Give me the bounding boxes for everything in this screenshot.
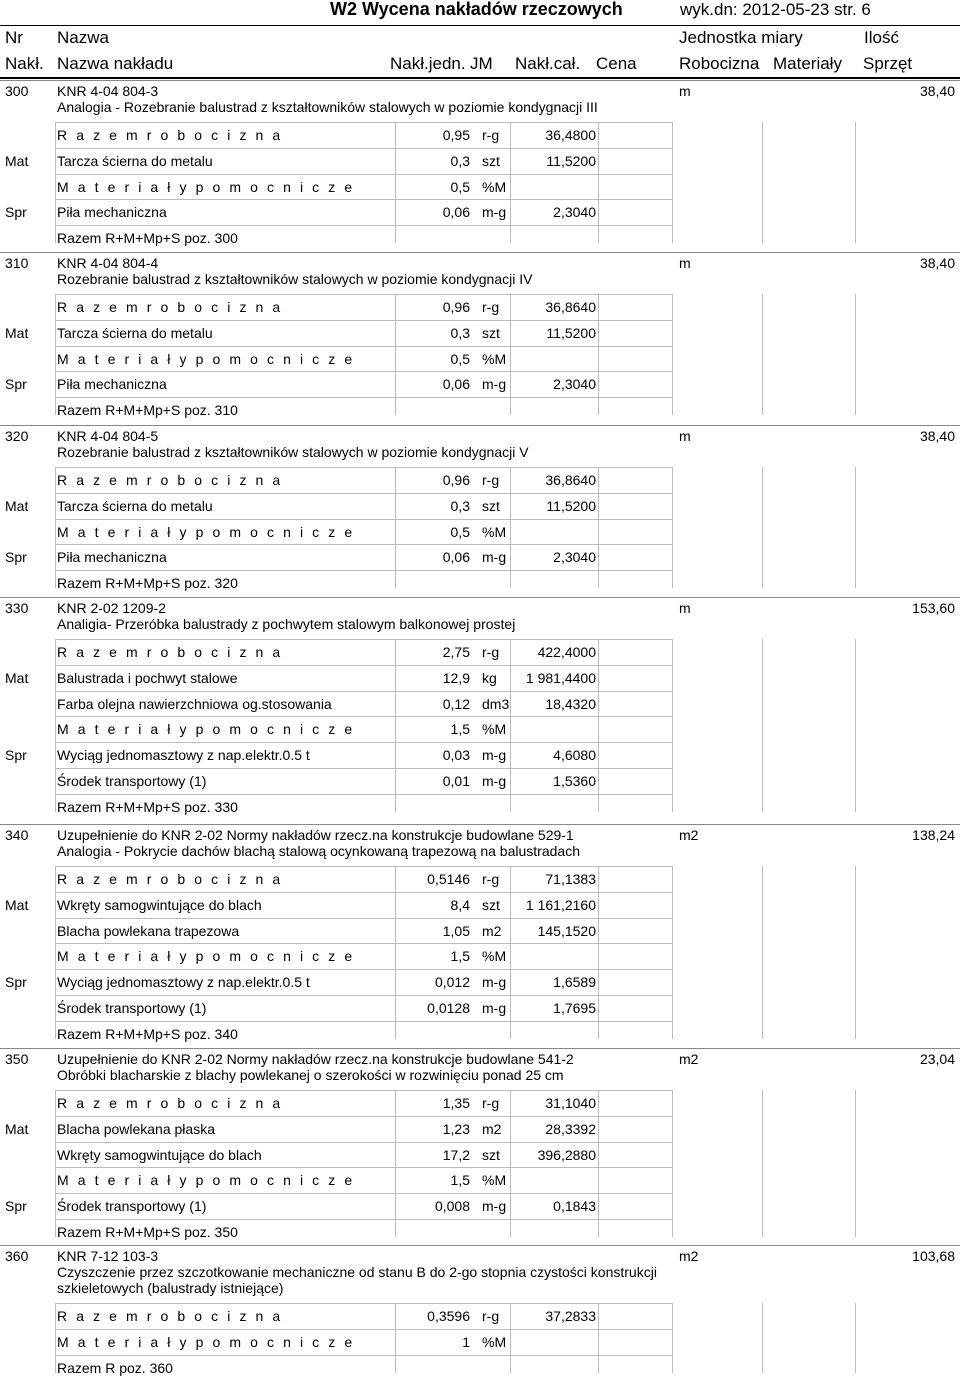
resource-jm: szt: [482, 497, 500, 514]
resource-norm: 1,23: [442, 1120, 470, 1137]
grid-line: [55, 943, 672, 944]
grid-line: [55, 691, 672, 692]
position-description: Czyszczenie przez szczotkowanie mechaniczne od stanu B do 2-go stopnia czystości konstrukcji: [57, 1264, 657, 1280]
grid-line: [55, 148, 672, 149]
resource-total: 145,1520: [537, 922, 596, 939]
grid-line: [55, 320, 672, 321]
position-number: 340: [5, 827, 29, 843]
col-robocizna: Robocizna: [679, 54, 760, 73]
position-number: 360: [5, 1248, 29, 1264]
resource-norm: 0,5: [450, 350, 470, 367]
col-nazwa-nakladu: Nazwa nakładu: [57, 54, 174, 73]
grid-line: [598, 639, 599, 812]
position-unit: m: [679, 600, 691, 616]
grid-line: [55, 1193, 672, 1194]
grid-line: [55, 918, 672, 919]
position-description: Obróbki blacharskie z blachy powlekanej o szerokości w rozwinięciu ponad 25 cm: [57, 1067, 564, 1083]
grid-line: [55, 294, 56, 415]
resource-jm: szt: [482, 152, 500, 169]
resource-name: M a t e r i a ł y p o m o c n i c z e: [57, 948, 355, 965]
position-description: Analigia- Przeróbka balustrady z pochwytem stalowym balkonowej prostej: [57, 616, 516, 632]
resource-total: 1,7695: [553, 1000, 596, 1016]
col-nakl-jedn: Nakł.jedn.: [390, 54, 466, 73]
resource-jm: r-g: [482, 1308, 500, 1324]
resource-jm: r-g: [482, 644, 500, 660]
resource-type: Spr: [5, 974, 27, 991]
grid-line: [510, 1303, 511, 1373]
position-block: [0, 597, 960, 824]
resource-norm: 1: [462, 1333, 470, 1350]
grid-line: [672, 122, 673, 243]
position-summary: Razem R+M+Mp+S poz. 300: [57, 230, 238, 247]
resource-norm: 0,012: [434, 974, 470, 991]
position-summary: Razem R poz. 360: [57, 1359, 173, 1376]
resource-norm: 0,3596: [427, 1308, 470, 1324]
position-rule: [0, 1245, 960, 1246]
position-description: szkieletowych (balustrady istniejące): [57, 1280, 284, 1296]
resource-total: 2,3040: [553, 204, 596, 221]
resource-type: Mat: [5, 152, 29, 169]
grid-line: [855, 122, 856, 243]
grid-line: [855, 1303, 856, 1373]
resource-norm: 0,06: [442, 204, 470, 221]
resource-total: 396,2880: [537, 1146, 596, 1163]
position-block: [0, 1048, 960, 1245]
grid-line: [55, 346, 672, 347]
position-rule: [0, 425, 960, 426]
position-description: Rozebranie balustrad z kształtowników stalowych w poziomie kondygnacji IV: [57, 271, 533, 287]
grid-line: [598, 866, 599, 1039]
grid-line: [55, 1090, 56, 1237]
grid-line: [55, 1303, 56, 1373]
resource-jm: r-g: [482, 127, 500, 143]
grid-line: [55, 1090, 672, 1091]
resource-name: Tarcza ścierna do metalu: [57, 497, 213, 514]
position-description: Analogia - Rozebranie balustrad z kształtowników stalowych w poziomie kondygnacji III: [57, 99, 598, 115]
resource-name: Wyciąg jednomasztowy z nap.elektr.0.5 t: [57, 747, 310, 764]
grid-line: [55, 892, 672, 893]
resource-name: Wkręty samogwintujące do blach: [57, 896, 262, 913]
resource-type: Mat: [5, 497, 29, 514]
resource-name: Tarcza ścierna do metalu: [57, 324, 213, 341]
grid-line: [762, 1090, 763, 1237]
col-jm: JM: [470, 54, 493, 73]
resource-norm: 0,06: [442, 376, 470, 393]
resource-name: Środek transportowy (1): [57, 773, 207, 789]
position-summary: Razem R+M+Mp+S poz. 330: [57, 798, 238, 815]
grid-line: [55, 122, 56, 243]
resource-norm: 0,0128: [427, 1000, 470, 1016]
position-code: KNR 4-04 804-3: [57, 83, 159, 99]
resource-name: Piła mechaniczna: [57, 204, 167, 221]
col-nakl: Nakł.: [5, 54, 44, 73]
resource-total: 11,5200: [546, 497, 596, 514]
grid-line: [598, 467, 599, 588]
grid-line: [55, 493, 672, 494]
resource-total: 11,5200: [546, 324, 596, 341]
resource-norm: 1,5: [450, 721, 470, 738]
resource-total: 1,6589: [553, 974, 596, 991]
col-nazwa: Nazwa: [57, 28, 109, 47]
grid-line: [672, 1090, 673, 1237]
grid-line: [510, 467, 511, 588]
position-description: Analogia - Pokrycie dachów blachą stalową ocynkowaną trapezową na balustradach: [57, 843, 580, 859]
grid-line: [55, 1355, 672, 1356]
position-block: [0, 824, 960, 1048]
grid-line: [55, 742, 672, 743]
grid-line: [55, 544, 672, 545]
resource-jm: %M: [482, 178, 507, 195]
resource-jm: m-g: [482, 376, 507, 393]
grid-line: [55, 1021, 672, 1022]
grid-line: [55, 397, 672, 398]
position-quantity: 38,40: [919, 83, 955, 99]
grid-line: [510, 294, 511, 415]
resource-total: 36,4800: [545, 127, 596, 143]
resource-name: M a t e r i a ł y p o m o c n i c z e: [57, 523, 355, 540]
grid-line: [672, 866, 673, 1039]
col-sprzet: Sprzęt: [863, 54, 913, 73]
resource-name: Wyciąg jednomasztowy z nap.elektr.0.5 t: [57, 974, 310, 991]
resource-norm: 0,03: [442, 747, 470, 764]
resource-norm: 1,5: [450, 1172, 470, 1189]
resource-norm: 0,12: [442, 695, 470, 712]
position-summary: Razem R+M+Mp+S poz. 320: [57, 575, 238, 592]
resource-jm: m2: [482, 1120, 502, 1137]
grid-line: [855, 639, 856, 812]
grid-line: [762, 467, 763, 588]
resource-name: Piła mechaniczna: [57, 549, 167, 566]
resource-norm: 0,95: [442, 127, 470, 143]
grid-line: [55, 866, 672, 867]
resource-norm: 17,2: [442, 1146, 470, 1163]
grid-line: [510, 639, 511, 812]
resource-norm: 0,06: [442, 549, 470, 566]
resource-norm: 0,5146: [427, 871, 470, 887]
position-code: KNR 4-04 804-4: [57, 255, 159, 271]
grid-line: [672, 467, 673, 588]
resource-norm: 0,96: [442, 299, 470, 315]
resource-total: 1 981,4400: [525, 669, 596, 686]
grid-line: [55, 639, 56, 812]
position-block: [0, 80, 960, 252]
resource-type: Spr: [5, 204, 27, 221]
position-summary: Razem R+M+Mp+S poz. 310: [57, 402, 238, 419]
grid-line: [598, 122, 599, 243]
resource-name: R a z e m r o b o c i z n a: [57, 127, 283, 143]
position-code: KNR 4-04 804-5: [57, 428, 159, 444]
grid-line: [395, 639, 396, 812]
grid-line: [510, 866, 511, 1039]
col-cena: Cena: [596, 54, 637, 73]
resource-norm: 8,4: [450, 896, 470, 913]
resource-norm: 12,9: [442, 669, 470, 686]
position-unit: m2: [679, 1248, 699, 1264]
position-number: 320: [5, 428, 29, 444]
position-code: Uzupełnienie do KNR 2-02 Normy nakładów rzecz.na konstrukcje budowlane 541-2: [57, 1051, 574, 1067]
position-block: [0, 1245, 960, 1386]
resource-jm: %M: [482, 350, 507, 367]
resource-jm: %M: [482, 523, 507, 540]
resource-total: 36,8640: [545, 299, 596, 315]
resource-name: Balustrada i pochwyt stalowe: [57, 669, 238, 686]
resource-norm: 0,96: [442, 472, 470, 488]
grid-line: [598, 1090, 599, 1237]
col-ilosc: Ilość: [864, 28, 899, 47]
grid-line: [395, 1303, 396, 1373]
position-quantity: 103,68: [912, 1248, 955, 1264]
resource-name: M a t e r i a ł y p o m o c n i c z e: [57, 178, 355, 195]
resource-total: 11,5200: [546, 152, 596, 169]
grid-line: [762, 294, 763, 415]
position-quantity: 38,40: [919, 428, 955, 444]
grid-line: [55, 519, 672, 520]
grid-line: [55, 1303, 672, 1304]
grid-line: [762, 1303, 763, 1373]
position-unit: m2: [679, 827, 699, 843]
resource-total: 28,3392: [545, 1120, 596, 1137]
grid-line: [55, 1167, 672, 1168]
resource-type: Spr: [5, 1198, 27, 1215]
position-block: [0, 425, 960, 597]
grid-line: [55, 371, 672, 372]
grid-line: [55, 467, 672, 468]
grid-line: [672, 294, 673, 415]
position-unit: m: [679, 255, 691, 271]
grid-line: [855, 294, 856, 415]
resource-norm: 0,3: [450, 324, 470, 341]
resource-jm: m2: [482, 922, 502, 939]
position-rule: [0, 824, 960, 825]
position-quantity: 138,24: [912, 827, 955, 843]
grid-line: [55, 294, 672, 295]
grid-line: [55, 1219, 672, 1220]
grid-line: [55, 1142, 672, 1143]
resource-norm: 0,01: [442, 773, 470, 789]
resource-norm: 2,75: [442, 644, 470, 660]
resource-jm: %M: [482, 721, 507, 738]
resource-jm: szt: [482, 896, 500, 913]
grid-line: [395, 467, 396, 588]
position-quantity: 38,40: [919, 255, 955, 271]
grid-line: [395, 866, 396, 1039]
position-code: KNR 2-02 1209-2: [57, 600, 166, 616]
grid-line: [55, 768, 672, 769]
grid-line: [762, 866, 763, 1039]
grid-line: [510, 1090, 511, 1237]
resource-norm: 1,5: [450, 948, 470, 965]
grid-line: [598, 294, 599, 415]
position-rule: [0, 597, 960, 598]
resource-jm: %M: [482, 1333, 507, 1350]
grid-line: [855, 467, 856, 588]
resource-jm: m-g: [482, 549, 507, 566]
resource-name: R a z e m r o b o c i z n a: [57, 299, 283, 315]
resource-norm: 0,5: [450, 523, 470, 540]
resource-jm: m-g: [482, 1198, 507, 1215]
resource-jm: %M: [482, 948, 507, 965]
resource-total: 71,1383: [545, 871, 596, 887]
position-quantity: 23,04: [919, 1051, 955, 1067]
position-number: 330: [5, 600, 29, 616]
resource-jm: m-g: [482, 204, 507, 221]
resource-norm: 0,5: [450, 178, 470, 195]
resource-jm: m-g: [482, 747, 507, 764]
position-rule: [0, 1048, 960, 1049]
resource-norm: 0,008: [434, 1198, 470, 1215]
resource-total: 36,8640: [545, 472, 596, 488]
grid-line: [55, 225, 672, 226]
grid-line: [672, 639, 673, 812]
col-jednostka-miary: Jednostka miary: [679, 28, 803, 47]
position-description: Rozebranie balustrad z kształtowników stalowych w poziomie kondygnacji V: [57, 444, 529, 460]
resource-total: 1,5360: [553, 773, 596, 789]
position-rule: [0, 80, 960, 81]
col-nr: Nr: [5, 28, 23, 47]
grid-line: [55, 467, 56, 588]
resource-jm: szt: [482, 1146, 500, 1163]
resource-jm: kg: [482, 669, 497, 686]
position-code: Uzupełnienie do KNR 2-02 Normy nakładów rzecz.na konstrukcje budowlane 529-1: [57, 827, 574, 843]
grid-line: [55, 794, 672, 795]
grid-line: [395, 294, 396, 415]
resource-norm: 1,35: [442, 1095, 470, 1111]
resource-type: Mat: [5, 1120, 29, 1137]
grid-line: [762, 122, 763, 243]
position-summary: Razem R+M+Mp+S poz. 340: [57, 1025, 238, 1042]
resource-total: 1 161,2160: [525, 896, 596, 913]
grid-line: [55, 1329, 672, 1330]
grid-line: [55, 716, 672, 717]
grid-line: [55, 570, 672, 571]
grid-line: [510, 122, 511, 243]
resource-jm: r-g: [482, 472, 500, 488]
grid-line: [55, 199, 672, 200]
position-code: KNR 7-12 103-3: [57, 1248, 159, 1264]
resource-name: Wkręty samogwintujące do blach: [57, 1146, 262, 1163]
resource-total: 37,2833: [545, 1308, 596, 1324]
resource-total: 18,4320: [545, 695, 596, 712]
grid-line: [55, 1116, 672, 1117]
resource-type: Mat: [5, 669, 29, 686]
report-date-page: wyk.dn: 2012-05-23 str. 6: [680, 0, 871, 19]
grid-line: [55, 969, 672, 970]
resource-name: R a z e m r o b o c i z n a: [57, 644, 283, 660]
resource-type: Mat: [5, 896, 29, 913]
resource-jm: %M: [482, 1172, 507, 1189]
grid-line: [395, 1090, 396, 1237]
position-block: [0, 252, 960, 425]
resource-type: Mat: [5, 324, 29, 341]
grid-line: [762, 639, 763, 812]
grid-line: [55, 866, 56, 1039]
grid-line: [598, 1303, 599, 1373]
resource-name: Farba olejna nawierzchniowa og.stosowania: [57, 695, 332, 712]
resource-name: M a t e r i a ł y p o m o c n i c z e: [57, 350, 355, 367]
resource-type: Spr: [5, 549, 27, 566]
resource-jm: dm3: [482, 695, 510, 712]
resource-name: R a z e m r o b o c i z n a: [57, 871, 283, 887]
resource-type: Spr: [5, 376, 27, 393]
resource-name: R a z e m r o b o c i z n a: [57, 1095, 283, 1111]
resource-name: Środek transportowy (1): [57, 1000, 207, 1016]
grid-line: [55, 665, 672, 666]
resource-norm: 0,3: [450, 497, 470, 514]
position-quantity: 153,60: [912, 600, 955, 616]
position-unit: m: [679, 83, 691, 99]
col-materialy: Materiały: [773, 54, 842, 73]
grid-line: [55, 174, 672, 175]
resource-jm: m-g: [482, 773, 507, 789]
resource-name: Środek transportowy (1): [57, 1198, 207, 1215]
position-number: 350: [5, 1051, 29, 1067]
grid-line: [672, 1303, 673, 1373]
resource-name: R a z e m r o b o c i z n a: [57, 472, 283, 488]
grid-line: [55, 122, 672, 123]
resource-jm: r-g: [482, 871, 500, 887]
col-nakl-cal: Nakł.cał.: [515, 54, 581, 73]
resource-total: 422,4000: [537, 644, 596, 660]
header-top-rule: [0, 25, 960, 26]
position-summary: Razem R+M+Mp+S poz. 350: [57, 1224, 238, 1240]
resource-name: Piła mechaniczna: [57, 376, 167, 393]
grid-line: [855, 1090, 856, 1237]
resource-name: Blacha powlekana płaska: [57, 1120, 215, 1137]
resource-total: 31,1040: [545, 1095, 596, 1111]
resource-total: 2,3040: [553, 376, 596, 393]
resource-name: M a t e r i a ł y p o m o c n i c z e: [57, 721, 355, 738]
resource-name: M a t e r i a ł y p o m o c n i c z e: [57, 1172, 355, 1189]
grid-line: [395, 122, 396, 243]
position-unit: m2: [679, 1051, 699, 1067]
position-rule: [0, 252, 960, 253]
resource-name: Blacha powlekana trapezowa: [57, 922, 240, 939]
position-number: 300: [5, 83, 29, 99]
resource-jm: r-g: [482, 1095, 500, 1111]
resource-jm: m-g: [482, 974, 507, 991]
resource-jm: szt: [482, 324, 500, 341]
report-title: W2 Wycena nakładów rzeczowych: [330, 0, 623, 19]
header-bottom-rule: [0, 77, 960, 79]
resource-type: Spr: [5, 747, 27, 764]
grid-line: [55, 995, 672, 996]
grid-line: [55, 639, 672, 640]
resource-jm: m-g: [482, 1000, 507, 1016]
resource-name: R a z e m r o b o c i z n a: [57, 1308, 283, 1324]
resource-norm: 1,05: [442, 922, 470, 939]
resource-jm: r-g: [482, 299, 500, 315]
resource-name: M a t e r i a ł y p o m o c n i c z e: [57, 1333, 355, 1350]
resource-norm: 0,3: [450, 152, 470, 169]
resource-total: 4,6080: [553, 747, 596, 764]
position-unit: m: [679, 428, 691, 444]
resource-name: Tarcza ścierna do metalu: [57, 152, 213, 169]
position-number: 310: [5, 255, 29, 271]
grid-line: [855, 866, 856, 1039]
resource-total: 0,1843: [553, 1198, 596, 1215]
resource-total: 2,3040: [553, 549, 596, 566]
